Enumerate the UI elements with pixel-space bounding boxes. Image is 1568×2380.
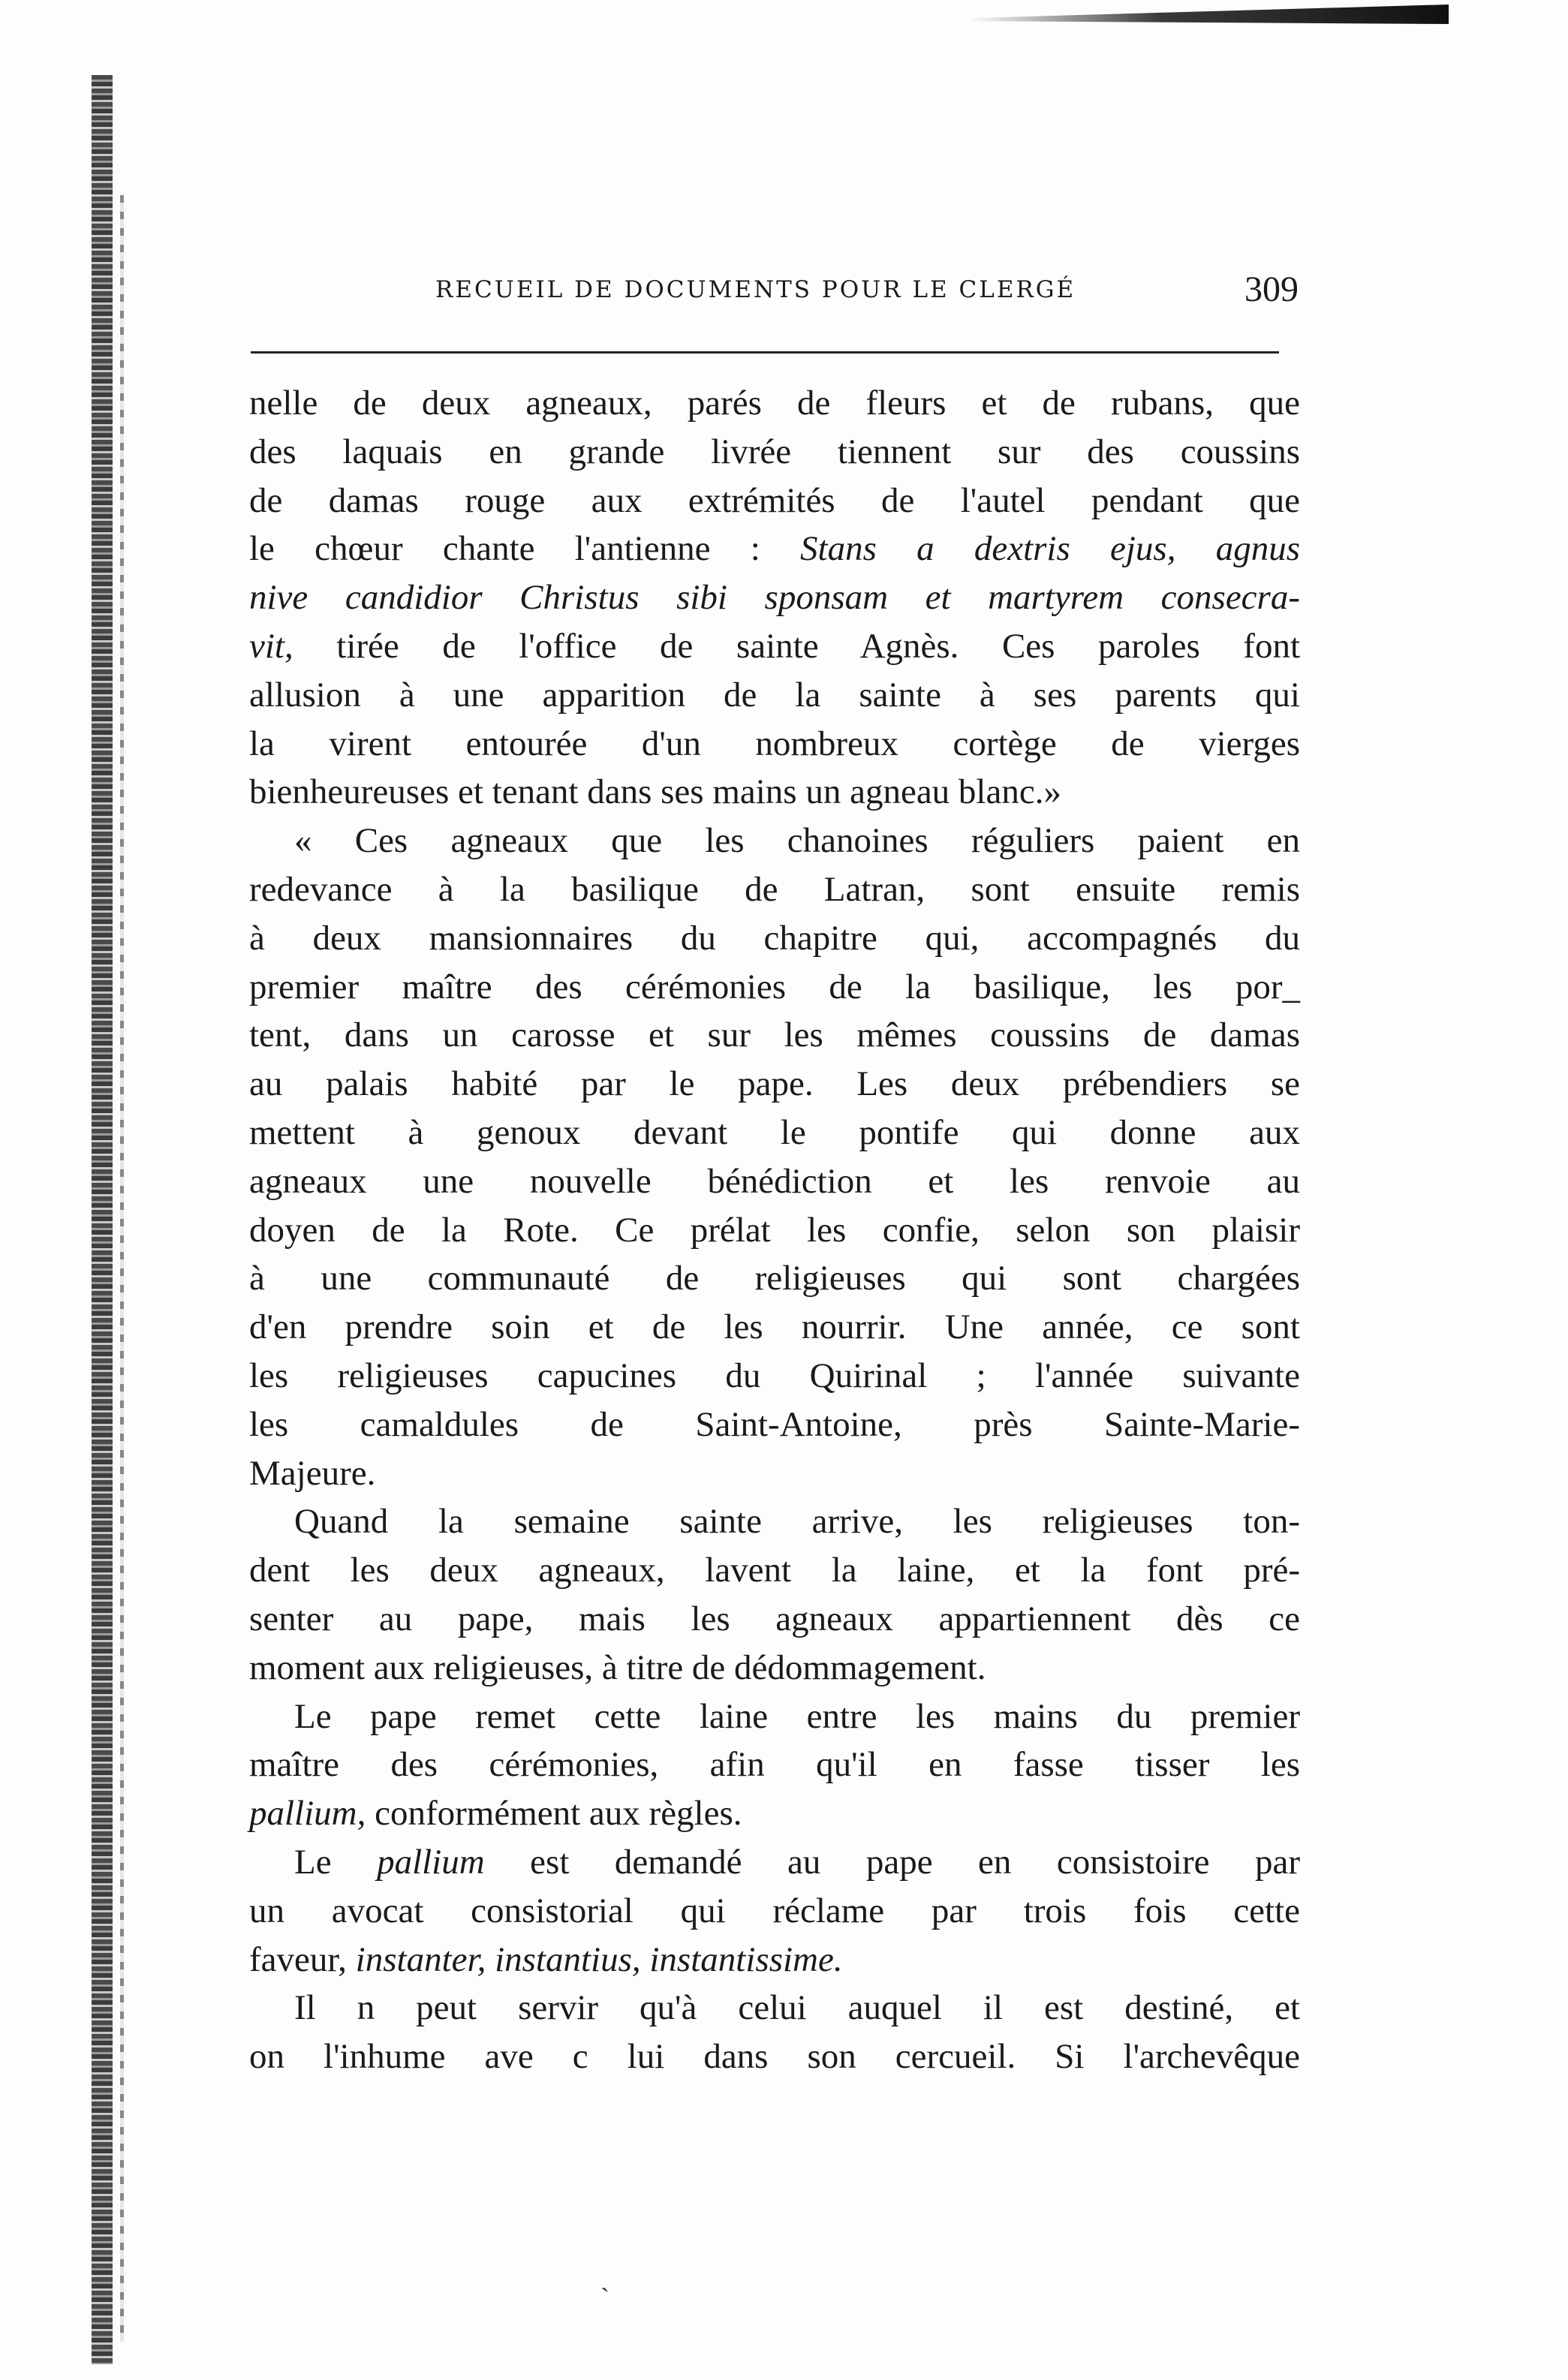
text-line bbox=[249, 428, 1300, 477]
text-line bbox=[249, 1936, 1300, 1984]
text-run: nelle de deux agneaux, parés de fleurs et de rubans, que bbox=[249, 384, 1300, 423]
text-line bbox=[249, 1157, 1300, 1206]
text-run: dent les deux agneaux, lavent la laine, et la font pré- bbox=[249, 1551, 1300, 1590]
text-line bbox=[249, 1838, 1300, 1887]
text-line bbox=[249, 1254, 1300, 1303]
body-text bbox=[249, 379, 1300, 2081]
text-run: est demandé au pape en consistoire par bbox=[484, 1842, 1300, 1882]
text-line bbox=[249, 671, 1300, 720]
text-run: premier maître des cérémonies de la basilique, les por_ bbox=[249, 967, 1300, 1006]
text-line bbox=[249, 768, 1300, 817]
text-line bbox=[249, 1401, 1300, 1449]
text-run: à deux mansionnaires du chapitre qui, accompagnés du bbox=[249, 918, 1300, 958]
text-line bbox=[249, 1011, 1300, 1060]
text-run: redevance à la basilique de Latran, sont ensuite remis bbox=[249, 869, 1300, 909]
text-run: Quand la semaine sainte arrive, les religieuses ton- bbox=[294, 1502, 1300, 1542]
text-run: un avocat consistorial qui réclame par trois fois cette bbox=[249, 1891, 1300, 1930]
text-line bbox=[249, 865, 1300, 914]
text-line bbox=[249, 1741, 1300, 1789]
text-run: tirée de l'office de sainte Agnès. Ces paroles font bbox=[293, 626, 1300, 666]
text-line bbox=[249, 720, 1300, 769]
stray-mark: ` bbox=[600, 2282, 609, 2312]
text-run: le chœur chante l'antienne : bbox=[249, 529, 801, 569]
text-run: à une communauté de religieuses qui sont chargées bbox=[249, 1259, 1300, 1298]
text-line bbox=[249, 1887, 1300, 1936]
text-run: doyen de la Rote. Ce prélat les confie, selon son plaisir bbox=[249, 1210, 1300, 1250]
italic-text: Stans a dextris ejus, agnus bbox=[800, 529, 1300, 569]
text-run: Majeure. bbox=[249, 1453, 376, 1493]
page-number: 309 bbox=[1244, 269, 1299, 309]
text-run: des laquais en grande livrée tiennent sur des coussins bbox=[249, 432, 1300, 471]
text-run: « Ces agneaux que les chanoines réguliers paient en bbox=[294, 821, 1300, 861]
text-line bbox=[249, 573, 1300, 622]
text-run: senter au pape, mais les agneaux appartiennent dès ce bbox=[249, 1599, 1300, 1638]
header-rule bbox=[251, 351, 1279, 354]
text-line bbox=[249, 1789, 1300, 1838]
text-line bbox=[249, 1206, 1300, 1255]
text-line bbox=[249, 1692, 1300, 1741]
italic-text: pallium bbox=[377, 1842, 485, 1882]
text-run: tent, dans un carosse et sur les mêmes coussins de damas bbox=[249, 1015, 1300, 1055]
text-line bbox=[249, 1352, 1300, 1401]
text-run: Il n peut servir qu'à celui auquel il est destiné, et bbox=[294, 1988, 1300, 2028]
text-line bbox=[249, 1984, 1300, 2032]
text-line bbox=[249, 477, 1300, 525]
binding-edge bbox=[92, 75, 113, 2364]
text-run: allusion à une apparition de la sainte à ses parents qui bbox=[249, 675, 1300, 715]
text-line bbox=[249, 1595, 1300, 1644]
text-run: on l'inhume ave c lui dans son cercueil. Si l'archevêque bbox=[249, 2037, 1300, 2077]
text-line bbox=[249, 2032, 1300, 2081]
text-run: Le pape remet cette laine entre les mains du premier bbox=[294, 1696, 1300, 1736]
text-line bbox=[249, 1546, 1300, 1595]
text-line bbox=[249, 1109, 1300, 1157]
text-run: agneaux une nouvelle bénédiction et les renvoie au bbox=[249, 1161, 1300, 1201]
running-title: RECUEIL DE DOCUMENTS POUR LE CLERGÉ bbox=[435, 276, 1076, 303]
text-line bbox=[249, 1449, 1300, 1498]
text-run: maître des cérémonies, afin qu'il en fasse tisser les bbox=[249, 1745, 1300, 1785]
text-run: la virent entourée d'un nombreux cortège de vierges bbox=[249, 724, 1300, 763]
italic-text: instanter, instantius, instantissime. bbox=[355, 1939, 843, 1979]
text-line bbox=[249, 817, 1300, 865]
text-line bbox=[249, 622, 1300, 671]
text-run: mettent à genoux devant le pontife qui donne aux bbox=[249, 1112, 1300, 1152]
text-run: d'en prendre soin et de les nourrir. Une année, ce sont bbox=[249, 1307, 1300, 1347]
text-run: Le bbox=[294, 1842, 378, 1882]
binding-edge-line bbox=[120, 195, 124, 2342]
text-line bbox=[249, 1497, 1300, 1546]
text-run: au palais habité par le pape. Les deux prébendiers se bbox=[249, 1064, 1300, 1104]
running-head bbox=[248, 269, 1299, 314]
text-line bbox=[249, 914, 1300, 963]
text-line bbox=[249, 1644, 1300, 1692]
text-run: les religieuses capucines du Quirinal ; l'année suivante bbox=[249, 1355, 1300, 1395]
text-run: faveur, bbox=[249, 1939, 356, 1979]
text-line bbox=[249, 1303, 1300, 1352]
italic-text: nive candidior Christus sibi sponsam et martyrem consecra- bbox=[249, 578, 1300, 618]
text-line bbox=[249, 1060, 1300, 1109]
text-run: moment aux religieuses, à titre de dédommagement. bbox=[249, 1647, 986, 1687]
text-run: bienheureuses et tenant dans ses mains un agneau blanc.» bbox=[249, 772, 1061, 812]
text-line bbox=[249, 379, 1300, 428]
italic-text: pallium, bbox=[249, 1794, 366, 1834]
text-line bbox=[249, 963, 1300, 1012]
italic-text: vit, bbox=[249, 626, 293, 666]
text-line bbox=[249, 525, 1300, 573]
text-run: les camaldules de Saint-Antoine, près Sainte-Marie- bbox=[249, 1404, 1300, 1444]
scan-smear bbox=[968, 5, 1449, 24]
text-run: de damas rouge aux extrémités de l'autel pendant que bbox=[249, 480, 1300, 520]
text-run: conformément aux règles. bbox=[366, 1794, 742, 1834]
